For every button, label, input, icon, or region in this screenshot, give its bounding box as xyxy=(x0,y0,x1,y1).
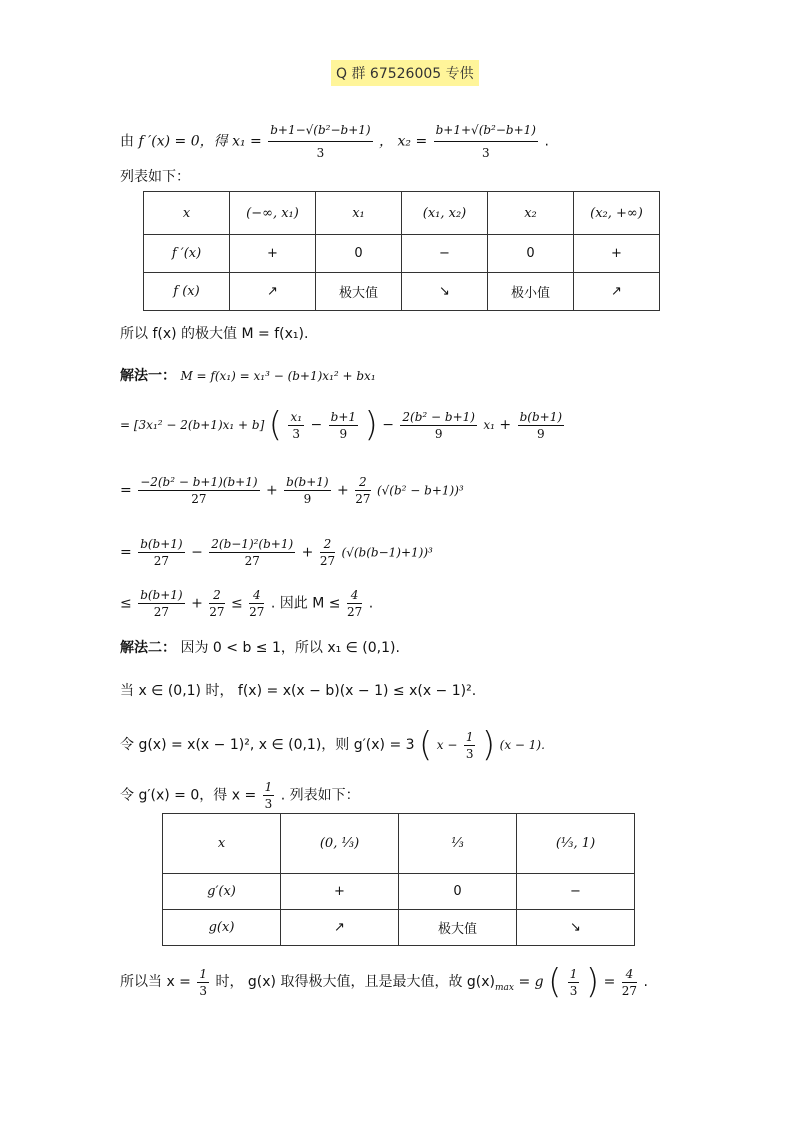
x1-numerator: b+1−√(b²−b+1) xyxy=(268,120,372,142)
numerator: 2 xyxy=(355,475,370,491)
paren-inner: x − xyxy=(436,738,458,752)
frac xyxy=(138,588,184,619)
table2-row-x xyxy=(163,814,635,874)
intro-expr: f ′(x) = 0，得 x₁ = xyxy=(138,133,262,150)
table2-cell: (⅓, 1) xyxy=(517,814,635,874)
frac xyxy=(263,780,275,811)
frac xyxy=(138,475,259,506)
method1-line2: = [3x₁² − 2(b+1)x₁ + b] ( $\frac{\text{x₁}}{3}$ − $\frac{b+1}{9}$ ) − $\frac{\text{2(b² − b+1)}}{9}$ x₁ + $\frac{b(b+1)}{9}$ xyxy=(120,405,563,445)
denominator: 27 xyxy=(355,492,371,506)
x2-label: ， x₂ = xyxy=(379,133,428,150)
intro-end: . xyxy=(544,133,549,150)
denominator: 27 xyxy=(153,605,170,619)
frac xyxy=(355,475,370,506)
denominator: 3 xyxy=(199,983,208,998)
method2-line4 xyxy=(120,780,360,811)
frac xyxy=(568,967,580,998)
table2-cell: x xyxy=(163,814,281,874)
table2-cell: − xyxy=(517,874,635,910)
table1-cell: 极大值 xyxy=(316,273,402,311)
frac xyxy=(622,967,637,998)
numerator: 4 xyxy=(622,967,637,983)
frac xyxy=(347,588,362,619)
table1-cell: (−∞, x₁) xyxy=(230,192,316,235)
intro-line xyxy=(120,120,549,163)
numerator: 4 xyxy=(347,588,362,604)
table2-cell: (0, ⅓) xyxy=(281,814,399,874)
numerator: b(b+1) xyxy=(519,409,563,424)
final-line: 所以当 x = $\frac{1}{3}$ 时， g(x) 取得极大值，且是最大值，故 $g(x)_{max} = g$ ( $\frac{1}{3}$ ) = $\frac{4}{27}$ . xyxy=(120,962,648,1002)
frac xyxy=(464,730,476,761)
table1-cell: x₁ xyxy=(316,192,402,235)
table2-row-gprime xyxy=(163,874,635,910)
denominator: 3 xyxy=(569,983,578,998)
table2-row-g xyxy=(163,910,635,946)
method1-label: 解法一： xyxy=(120,368,176,384)
denominator: 27 xyxy=(244,554,260,568)
increasing-arrow-icon: ↗ xyxy=(574,273,660,311)
table1-cell: 0 xyxy=(316,235,402,273)
method1-eq2-a: = [3x₁² − 2(b+1)x₁ + b] xyxy=(120,418,265,432)
table2-cell: 极大值 xyxy=(399,910,517,946)
numerator: 4 xyxy=(249,588,264,604)
table1-cell: f (x) xyxy=(144,273,230,311)
table1-cell: f ′(x) xyxy=(144,235,230,273)
method2-set-zero: 令 g′(x) = 0，得 x = xyxy=(120,787,257,804)
denominator: 27 xyxy=(249,605,265,619)
numerator: 1 xyxy=(569,966,578,981)
final-text-a: 所以当 x = xyxy=(120,974,191,990)
denominator: 27 xyxy=(621,983,638,998)
decreasing-arrow-icon: ↘ xyxy=(402,273,488,311)
frac xyxy=(209,537,295,568)
table1-row-x xyxy=(144,192,660,235)
numerator: 2(b−1)²(b+1) xyxy=(211,537,294,551)
numerator: 1 xyxy=(264,780,273,794)
list-label-1: 列表如下： xyxy=(120,169,190,185)
decreasing-arrow-icon: ↘ xyxy=(517,910,635,946)
x1-symbol: x₁ xyxy=(483,418,495,432)
table-g-derivative xyxy=(162,813,635,946)
table1-cell: (x₂, +∞) xyxy=(574,192,660,235)
denominator: 27 xyxy=(346,605,363,619)
table1-cell: + xyxy=(574,235,660,273)
method1-line4: = $\frac{b(b+1)}{27}$ − $\frac{\text{2(b−1)²(b+1)}}{27}$ + $\frac{2}{27}$ (√(b(b−1)+1))³ xyxy=(120,537,433,568)
denominator: 3 xyxy=(465,746,474,761)
method1-conclusion-text: . 因此 M ≤ xyxy=(270,595,341,612)
table1-cell: x₂ xyxy=(488,192,574,235)
final-text-e: . xyxy=(643,974,648,990)
table2-cell: ⅓ xyxy=(399,814,517,874)
numerator: 2 xyxy=(209,588,224,604)
final-text-b: 时， g(x) 取得极大值，且是最大值，故 g(x) xyxy=(215,974,496,990)
table1-cell: (x₁, x₂) xyxy=(402,192,488,235)
denominator: 9 xyxy=(537,426,545,441)
intro-prefix: 由 xyxy=(120,133,134,150)
table1-row-f xyxy=(144,273,660,311)
x2-numerator: b+1+√(b²−b+1) xyxy=(434,120,538,142)
final-text-d: = xyxy=(603,974,616,990)
sqrt-expression: (√(b² − b+1))³ xyxy=(376,483,464,498)
conclusion-1: 所以 f(x) 的极大值 M = f(x₁). xyxy=(120,326,309,342)
numerator: x₁ xyxy=(290,409,303,424)
table1-cell: 极小值 xyxy=(488,273,574,311)
numerator: b(b+1) xyxy=(140,537,183,551)
method2-line2: 当 x ∈ (0,1) 时， f(x) = x(x − b)(x − 1) ≤ x(x − 1)². xyxy=(120,683,477,699)
table2-cell: g′(x) xyxy=(163,874,281,910)
denominator: 9 xyxy=(339,426,348,441)
denominator: 27 xyxy=(319,554,336,568)
method2-label: 解法二： xyxy=(120,640,176,656)
numerator: 1 xyxy=(199,966,208,981)
increasing-arrow-icon: ↗ xyxy=(281,910,399,946)
table-f-derivative xyxy=(143,191,660,311)
method1-line1 xyxy=(120,365,376,385)
x2-denominator: 3 xyxy=(481,146,490,160)
final-text-c: = g xyxy=(518,974,544,990)
x1-denominator: 3 xyxy=(316,146,325,160)
x2-fraction xyxy=(434,120,538,163)
method2-text1: 因为 0 < b ≤ 1，所以 x₁ ∈ (0,1). xyxy=(180,640,400,656)
x1-fraction xyxy=(268,120,372,163)
header-label: Q 群 67526005 专供 xyxy=(331,60,479,86)
denominator: 27 xyxy=(209,605,225,619)
denominator: 9 xyxy=(303,492,312,506)
method2-list-label: . 列表如下： xyxy=(280,787,360,804)
increasing-arrow-icon: ↗ xyxy=(230,273,316,311)
frac xyxy=(197,967,209,998)
method2-g-definition: 令 g(x) = x(x − 1)², x ∈ (0,1)，则 g′(x) = 3 xyxy=(120,737,415,753)
numerator: b(b+1) xyxy=(140,588,183,602)
numerator: −2(b² − b+1)(b+1) xyxy=(140,475,258,489)
table1-cell: 0 xyxy=(488,235,574,273)
numerator: 1 xyxy=(465,729,474,744)
frac xyxy=(138,537,184,568)
method2-line1 xyxy=(120,637,400,657)
max-subscript: max xyxy=(495,982,514,993)
numerator: b(b+1) xyxy=(286,475,329,489)
frac xyxy=(400,410,477,441)
table2-cell: g(x) xyxy=(163,910,281,946)
method2-g-derivative-tail: (x − 1). xyxy=(499,738,545,752)
method1-line5: ≤ $\frac{b(b+1)}{27}$ + $\frac{2}{27}$ ≤ $\frac{4}{27}$ . 因此 M ≤ $\frac{4}{27}$ . xyxy=(120,588,374,619)
denominator: 27 xyxy=(191,492,207,506)
table2-cell: + xyxy=(281,874,399,910)
table1-cell: x xyxy=(144,192,230,235)
table1-cell: + xyxy=(230,235,316,273)
frac xyxy=(209,588,224,619)
sqrt-expression: (√(b(b−1)+1))³ xyxy=(341,545,433,560)
denominator: 27 xyxy=(153,554,170,568)
frac xyxy=(288,410,304,441)
table1-cell: − xyxy=(402,235,488,273)
method1-line3: = $\frac{\text{−2(b² − b+1)(b+1)}}{27}$ + $\frac{b(b+1)}{9}$ + $\frac{2}{27}$ (√(b² − b+1))³ xyxy=(120,475,464,506)
frac xyxy=(249,588,264,619)
frac xyxy=(518,410,564,441)
numerator: b+1 xyxy=(330,409,357,424)
table1-row-fprime xyxy=(144,235,660,273)
frac xyxy=(320,537,335,568)
numerator: 2(b² − b+1) xyxy=(402,409,475,424)
denominator: 3 xyxy=(292,426,301,441)
table2-cell: 0 xyxy=(399,874,517,910)
numerator: 2 xyxy=(320,537,335,553)
method2-line3: 令 g(x) = x(x − 1)², x ∈ (0,1)，则 g′(x) = 3 ( x − $\frac{1}{3}$ ) (x − 1). xyxy=(120,725,545,765)
denominator: 9 xyxy=(434,426,443,441)
method1-eq1: M = f(x₁) = x₁³ − (b+1)x₁² + bx₁ xyxy=(180,369,376,383)
frac xyxy=(329,410,358,441)
frac xyxy=(284,475,330,506)
denominator: 3 xyxy=(264,797,273,811)
